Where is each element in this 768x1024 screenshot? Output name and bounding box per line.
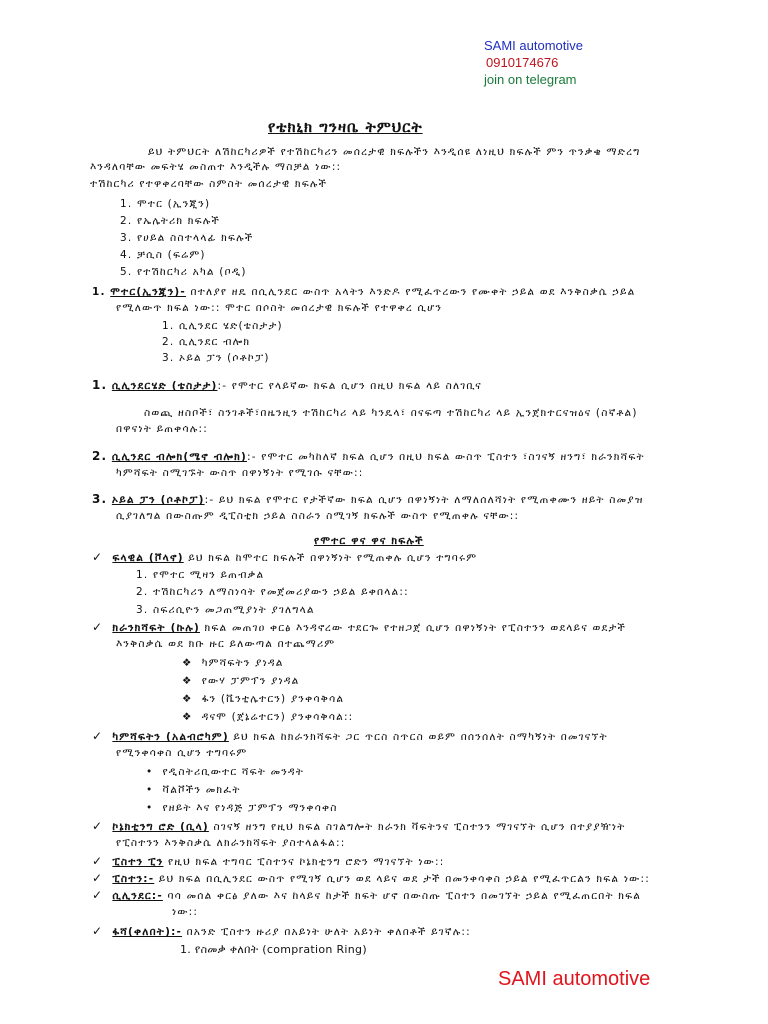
- cylinder-head-term: ሲሊንደርሄድ (ቴስታታ): [111, 380, 218, 392]
- check-icon: ✓: [92, 819, 104, 833]
- camshaft-line-2: የሚንቀሳቀስ ሲሆን ተግባሩም: [116, 747, 248, 759]
- header-brand: SAMI automotive: [484, 38, 583, 53]
- bullet-text: የዘይት እና የነዳጅ ፓምፕን ማንቀሳቀስ: [162, 802, 338, 814]
- list-number: 1.: [136, 569, 149, 581]
- cylinder-head-line-3: በዋናነት ይጠቀሳሉ::: [116, 423, 208, 435]
- check-icon: ✓: [92, 854, 104, 868]
- list-number: 2.: [162, 336, 175, 348]
- list-text: ተሽከርካሪን ለማስነሳት የመጀመሪያውን ኃይል ይቀበላል::: [152, 586, 409, 598]
- crankshaft-line-2: እንቅስቃሴ ወደ ክቡ ዙር ይለውጣል በተጨማሪም: [116, 638, 336, 650]
- oil-pan-text: :- ይህ ክፍል የሞተር የታችኛው ክፍል ሲሆን በዋነኝነት ለማለሰለሻነት የሚጠቀሙን ዘይት ስመያዝ: [204, 494, 644, 506]
- oil-pan-heading: [92, 492, 644, 507]
- bullet-text: የውሃ ፓምፕን ያነዳል: [201, 675, 300, 687]
- connecting-rod-item: [92, 819, 626, 834]
- crankshaft-text: ክፍል መጠገዐ ቀርፅ እንዳኖረው ተደርጐ የተዘጋጀ ሲሆን በዋነኝነት የፒስተንን ወደላይና ወደታች: [204, 622, 627, 634]
- bullet-item: [146, 765, 304, 779]
- piston-text: ይህ ክፍል በሲሊንደር ውስጥ የሚገኝ ሲሆን ወደ ላይና ወደ ታች በመንቀሳቀስ ኃይል የሚፈጥርልን ክፍል ነው::: [158, 873, 650, 885]
- list-number: 3.: [162, 352, 175, 364]
- list-number: 5.: [120, 266, 133, 278]
- bullet-item: [146, 801, 338, 815]
- piston-item: [92, 871, 650, 886]
- list-item: [136, 603, 315, 617]
- list-item: [120, 248, 206, 262]
- diamond-bullet-icon: ❖: [182, 657, 193, 669]
- check-icon: ✓: [92, 924, 104, 938]
- check-icon: ✓: [92, 729, 104, 743]
- page-title: የቴክኒክ ግንዛቤ ትምህርት: [268, 118, 423, 136]
- connecting-rod-term: ኮኔክቲንግ ሮድ (ቢላ): [112, 821, 209, 833]
- piston-rings-text: በአንድ ፒስተን ዙሪያ በአይነት ሁለት አይነት ቀለበቶች ይገኛሉ::: [186, 926, 471, 938]
- list-number: 1.: [120, 198, 133, 210]
- list-number: 3.: [120, 232, 133, 244]
- section-number: 1.: [92, 378, 108, 392]
- cylinder-term: ሲሊንደር:-: [112, 890, 163, 902]
- dot-bullet-icon: •: [146, 802, 154, 814]
- camshaft-term: ካምሻፍትን (አልብሮካም): [112, 731, 229, 743]
- list-text: የሞተር ሚዛን ይጠብቃል: [152, 569, 265, 581]
- cylinder-block-line-2: ካምሻፍት ስሚገኙት ውስጥ በዋነኝነት የሚገሱ ናቸው::: [116, 467, 364, 479]
- bullet-item: [182, 656, 284, 670]
- diamond-bullet-icon: ❖: [182, 693, 193, 705]
- flywheel-text: ይህ ክፍል ከሞተር ክፍሉች በዋነኝነት የሚጠቀሉ ሲሆን ተግባሩም: [188, 552, 478, 564]
- footer-brand: SAMI automotive: [498, 968, 651, 990]
- intro-line-3: ተሽከርካሪ የተዋቀረባቸው ስምስት መሰረታዊ ክፍሉች: [90, 178, 328, 190]
- section-number: 2.: [92, 449, 108, 463]
- check-icon: ✓: [92, 888, 104, 902]
- list-item: [162, 335, 250, 349]
- bullet-text: ካምሻፍትን ያነዳል: [201, 657, 284, 669]
- cylinder-block-heading: [92, 449, 645, 464]
- list-text: ሲሊንደር ብሎክ: [178, 336, 251, 348]
- list-text: ሞተር (ኢንጂን): [136, 198, 211, 210]
- motor-term: ሞተር(ኢንጂን)-: [110, 286, 186, 298]
- list-number: 2.: [120, 215, 133, 227]
- motor-line-2: የሚለውጥ ክፍል ነው:: ሞተር በሶስት መሰረታዊ ክፍሉች የተዋቀረ ሲሆን: [116, 302, 443, 314]
- list-text: የኤሌትሪክ ክፍሉች: [136, 215, 221, 227]
- bullet-item: [146, 783, 241, 797]
- list-text: የስመቃ ቀለበት (compration Ring): [194, 943, 367, 956]
- bullet-text: የዲስትሪቢውተር ሻፍት መንዳት: [162, 766, 305, 778]
- list-item: [180, 943, 367, 957]
- piston-pin-item: [92, 854, 444, 869]
- list-item: [162, 319, 283, 333]
- bullet-item: [182, 710, 353, 724]
- connecting-rod-line-2: የፒስተንን እንቅስቃሴ ለክራንክሻፍት ያስተላልፋል::: [116, 837, 346, 849]
- camshaft-text: ይህ ክፍል ከክራንክሻፍት ጋር ጥርስ ስጥርስ ወይም በሰንሰለት ስማካኝነት በመገናኘት: [233, 731, 608, 743]
- camshaft-item: [92, 729, 608, 744]
- list-item: [120, 214, 220, 228]
- cylinder-head-heading: [92, 378, 482, 393]
- list-item: [120, 265, 247, 279]
- list-item: [120, 231, 254, 245]
- oil-pan-line-2: ሲያገለግል በውስጡም ዲፒስቲክ ኃይል ስስራን ስሚገኝ ክፍሉች ውስጥ የሚጠቀሉ ናቸው::: [116, 510, 520, 522]
- list-number: 2.: [136, 586, 149, 598]
- list-text: የተሽከርካሪ አካል (ቦዲ): [136, 266, 247, 278]
- list-text: ቻሲስ (ፍሬም): [136, 249, 206, 261]
- flywheel-item: [92, 550, 477, 565]
- motor-heading: [92, 285, 635, 299]
- piston-term: ፒስተን:-: [112, 873, 155, 885]
- intro-line-2: እንዳለባቸው መፍትሄ መስጠተ እንዲችሉ ማስቻል ነው::: [90, 161, 342, 173]
- list-text: የሀይል ስስተላላፊ ክፍሉች: [136, 232, 254, 244]
- header-telegram-link[interactable]: join on telegram: [484, 72, 577, 87]
- cylinder-head-line-2: ስወጪ ዘስቦች፣ ስንገቶች፣በዜንዚን ተሽከርካሪ ላይ ካንዴላ፣ በናፍጣ ተሽከርካሪ ላይ ኢንጀክተርናዝዕና (ስኛቶል): [144, 407, 638, 419]
- flywheel-term: ፍላዊል (ቮላኖ): [112, 552, 184, 564]
- check-icon: ✓: [92, 550, 104, 564]
- oil-pan-term: ኦይል ፓን (ሶቶኮፓ): [111, 494, 205, 506]
- header-phone: 0910174676: [486, 55, 559, 70]
- cylinder-block-term: ሲሊንደር ብሎክ(ሜኖ ብሎክ): [111, 451, 247, 463]
- cylinder-head-text: :- የሞተር የላይኛው ክፍል ሲሆን በዚህ ክፍል ላይ ስለገቢና: [217, 380, 482, 392]
- list-text: ኦይል ፓን (ሶቶኮፓ): [178, 352, 270, 364]
- diamond-bullet-icon: ❖: [182, 675, 193, 687]
- cylinder-block-text: :- የሞተር መካከለኛ ክፍል ሲሆን በዚህ ክፍል ውስጥ ፒስተን ፣ስገናኝ ዘንግ፣ ክራንክሻፍት: [246, 451, 645, 463]
- bullet-text: ፋን (ቬንቲሌተርን) ያንቀሳቅሳል: [201, 693, 345, 705]
- bullet-text: ዳናሞ (ጀኔሬተርን) ያንቀሳቅሳል::: [201, 711, 354, 723]
- cylinder-line-2: ነው::: [172, 906, 199, 918]
- check-icon: ✓: [92, 620, 104, 634]
- section-number: 3.: [92, 492, 108, 506]
- connecting-rod-text: ስገናኝ ዘንግ የዚህ ክፍል ስገልግሎት ክራንክ ቫፍትንና ፒስተንን ማገናኘት ሲሆን በተያያዥነት: [213, 821, 626, 833]
- cylinder-text: ባሳ መሰል ቀርፅ ያለው እና ከላይና ከታች ክፍት ሆኖ በውስጡ ፒስተን በመገኘት ኃይል የሚፈጠርበት ክፍል: [167, 890, 642, 902]
- piston-pin-term: ፒስተን ፒን: [112, 856, 164, 868]
- crankshaft-item: [92, 620, 626, 635]
- list-text: ሲሊንደር ሄድ(ቴስታታ): [178, 320, 283, 332]
- list-item: [162, 351, 270, 365]
- list-number: 1.: [162, 320, 175, 332]
- cylinder-item: [92, 888, 641, 903]
- bullet-item: [182, 692, 344, 706]
- check-icon: ✓: [92, 871, 104, 885]
- piston-rings-term: ፋሻ(ቀለበት):-: [112, 926, 183, 938]
- dot-bullet-icon: •: [146, 766, 154, 778]
- list-number: 3.: [136, 604, 149, 616]
- section-number: 1.: [92, 286, 106, 298]
- list-item: [120, 197, 210, 211]
- list-number: 1.: [180, 943, 192, 956]
- piston-pin-text: የዚህ ክፍል ተግባር ፒስተንና ኮኔክቲንግ ሮድን ማገናኘት ነው::: [168, 856, 445, 868]
- intro-line-1: ይህ ትምህርት ለሽከርካሪዎች የተሽከርካሪን መሰረታዊ ክፍሉችን እንዲሰዩ ለነዚህ ክፍሉች ምን ጥንቃቄ ማድረግ: [148, 146, 641, 158]
- crankshaft-term: ክራንክሻፍት (ኩሉ): [112, 622, 200, 634]
- piston-rings-item: [92, 924, 471, 939]
- bullet-text: ቫልቮችን መክፈት: [162, 784, 241, 796]
- bullet-item: [182, 674, 300, 688]
- diamond-bullet-icon: ❖: [182, 711, 193, 723]
- section-title: የሞተር ዋና ዋና ክፍሉች: [314, 535, 424, 547]
- motor-line-1: በተለያየ ዘዴ በሲሊንደር ውስጥ አላትን እንድዶ የሚፈጥረውን የሙቀት ኃይል ወደ እንቅስቃሴ ኃይል: [190, 286, 636, 298]
- list-text: ስፍሪሲዮን መጋጠሚያነት ያገለግላል: [152, 604, 315, 616]
- list-number: 4.: [120, 249, 133, 261]
- list-item: [136, 568, 264, 582]
- list-item: [136, 585, 409, 599]
- dot-bullet-icon: •: [146, 784, 154, 796]
